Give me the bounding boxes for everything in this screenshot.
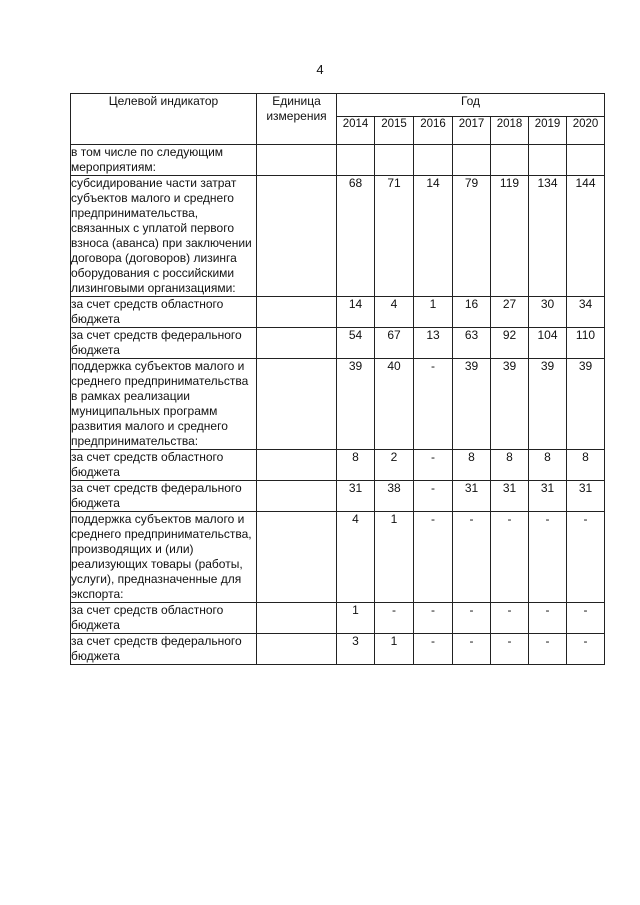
- value-cell-2019: 8: [529, 450, 567, 481]
- value-cell-2017: 63: [453, 328, 491, 359]
- value-cell-2019: 30: [529, 297, 567, 328]
- value-cell-2014: 14: [337, 297, 375, 328]
- value-cell-2019: 134: [529, 176, 567, 297]
- value-cell-2019: 104: [529, 328, 567, 359]
- value-cell-2019: -: [529, 603, 567, 634]
- value-cell-2016: -: [414, 359, 453, 450]
- header-unit: Единица измерения: [257, 94, 337, 145]
- value-cell-2014: [337, 145, 375, 176]
- header-year-2017: 2017: [453, 117, 491, 145]
- value-cell-2015: 1: [375, 634, 414, 665]
- value-cell-2018: -: [491, 634, 529, 665]
- value-cell-2014: 1: [337, 603, 375, 634]
- value-cell-2016: 14: [414, 176, 453, 297]
- value-cell-2014: 54: [337, 328, 375, 359]
- value-cell-2015: 38: [375, 481, 414, 512]
- value-cell-2014: 31: [337, 481, 375, 512]
- value-cell-2016: 13: [414, 328, 453, 359]
- indicator-label: за счет средств федерального бюджета: [71, 634, 257, 665]
- header-year-2019: 2019: [529, 117, 567, 145]
- value-cell-2017: 31: [453, 481, 491, 512]
- value-cell-2015: 67: [375, 328, 414, 359]
- table-row: [71, 176, 605, 297]
- value-cell-2020: 34: [567, 297, 605, 328]
- unit-cell: [257, 145, 337, 176]
- table-row: [71, 359, 605, 450]
- value-cell-2014: 68: [337, 176, 375, 297]
- value-cell-2018: -: [491, 512, 529, 603]
- table-row: [71, 512, 605, 603]
- unit-cell: [257, 481, 337, 512]
- value-cell-2017: 16: [453, 297, 491, 328]
- header-year-2018: 2018: [491, 117, 529, 145]
- value-cell-2016: -: [414, 512, 453, 603]
- value-cell-2020: 8: [567, 450, 605, 481]
- indicator-label: за счет средств областного бюджета: [71, 450, 257, 481]
- unit-cell: [257, 512, 337, 603]
- unit-cell: [257, 450, 337, 481]
- value-cell-2020: -: [567, 634, 605, 665]
- value-cell-2018: 39: [491, 359, 529, 450]
- value-cell-2014: 8: [337, 450, 375, 481]
- value-cell-2017: 8: [453, 450, 491, 481]
- value-cell-2019: 39: [529, 359, 567, 450]
- value-cell-2014: 4: [337, 512, 375, 603]
- value-cell-2014: 39: [337, 359, 375, 450]
- indicator-label: за счет средств федерального бюджета: [71, 328, 257, 359]
- table-row: [71, 450, 605, 481]
- value-cell-2016: [414, 145, 453, 176]
- unit-cell: [257, 634, 337, 665]
- value-cell-2020: 110: [567, 328, 605, 359]
- table-row: [71, 634, 605, 665]
- indicator-label: за счет средств областного бюджета: [71, 603, 257, 634]
- value-cell-2016: -: [414, 603, 453, 634]
- value-cell-2017: -: [453, 634, 491, 665]
- value-cell-2019: -: [529, 634, 567, 665]
- indicator-label: за счет средств федерального бюджета: [71, 481, 257, 512]
- indicator-label: за счет средств областного бюджета: [71, 297, 257, 328]
- value-cell-2020: 31: [567, 481, 605, 512]
- value-cell-2017: [453, 145, 491, 176]
- indicator-label: поддержка субъектов малого и среднего предпринимательства в рамках реализации муниципальных программ развития малого и среднего предпринимательства:: [71, 359, 257, 450]
- table-row: [71, 328, 605, 359]
- value-cell-2020: [567, 145, 605, 176]
- value-cell-2020: 39: [567, 359, 605, 450]
- value-cell-2015: 4: [375, 297, 414, 328]
- header-year: Год: [337, 94, 605, 117]
- value-cell-2018: 119: [491, 176, 529, 297]
- table-row: [71, 603, 605, 634]
- unit-cell: [257, 297, 337, 328]
- value-cell-2017: 39: [453, 359, 491, 450]
- value-cell-2015: 1: [375, 512, 414, 603]
- unit-cell: [257, 176, 337, 297]
- value-cell-2019: -: [529, 512, 567, 603]
- value-cell-2020: -: [567, 603, 605, 634]
- value-cell-2015: 71: [375, 176, 414, 297]
- indicator-label: поддержка субъектов малого и среднего предпринимательства, производящих и (или) реализующих товары (работы, услуги), предназначенные для экспорта:: [71, 512, 257, 603]
- header-year-2016: 2016: [414, 117, 453, 145]
- value-cell-2016: 1: [414, 297, 453, 328]
- header-year-2020: 2020: [567, 117, 605, 145]
- value-cell-2016: -: [414, 634, 453, 665]
- table-row: [71, 297, 605, 328]
- value-cell-2016: -: [414, 450, 453, 481]
- value-cell-2017: -: [453, 603, 491, 634]
- value-cell-2017: -: [453, 512, 491, 603]
- value-cell-2016: -: [414, 481, 453, 512]
- value-cell-2017: 79: [453, 176, 491, 297]
- unit-cell: [257, 359, 337, 450]
- value-cell-2018: 27: [491, 297, 529, 328]
- value-cell-2015: -: [375, 603, 414, 634]
- value-cell-2018: 31: [491, 481, 529, 512]
- unit-cell: [257, 328, 337, 359]
- value-cell-2015: 2: [375, 450, 414, 481]
- page-number: 4: [316, 62, 324, 77]
- value-cell-2018: 92: [491, 328, 529, 359]
- value-cell-2019: [529, 145, 567, 176]
- value-cell-2020: -: [567, 512, 605, 603]
- value-cell-2018: [491, 145, 529, 176]
- unit-cell: [257, 603, 337, 634]
- value-cell-2019: 31: [529, 481, 567, 512]
- value-cell-2015: [375, 145, 414, 176]
- table-row: [71, 481, 605, 512]
- header-year-2014: 2014: [337, 117, 375, 145]
- header-indicator: Целевой индикатор: [71, 94, 257, 145]
- header-year-2015: 2015: [375, 117, 414, 145]
- indicator-label: в том числе по следующим мероприятиям:: [71, 145, 257, 176]
- value-cell-2018: -: [491, 603, 529, 634]
- indicators-table: [70, 93, 605, 665]
- value-cell-2020: 144: [567, 176, 605, 297]
- value-cell-2018: 8: [491, 450, 529, 481]
- table-row: [71, 145, 605, 176]
- value-cell-2015: 40: [375, 359, 414, 450]
- value-cell-2014: 3: [337, 634, 375, 665]
- indicator-label: субсидирование части затрат субъектов малого и среднего предпринимательства, связанных с уплатой первого взноса (аванса) при заключении договора (договоров) лизинга оборудования с российскими лизинговыми организациями:: [71, 176, 257, 297]
